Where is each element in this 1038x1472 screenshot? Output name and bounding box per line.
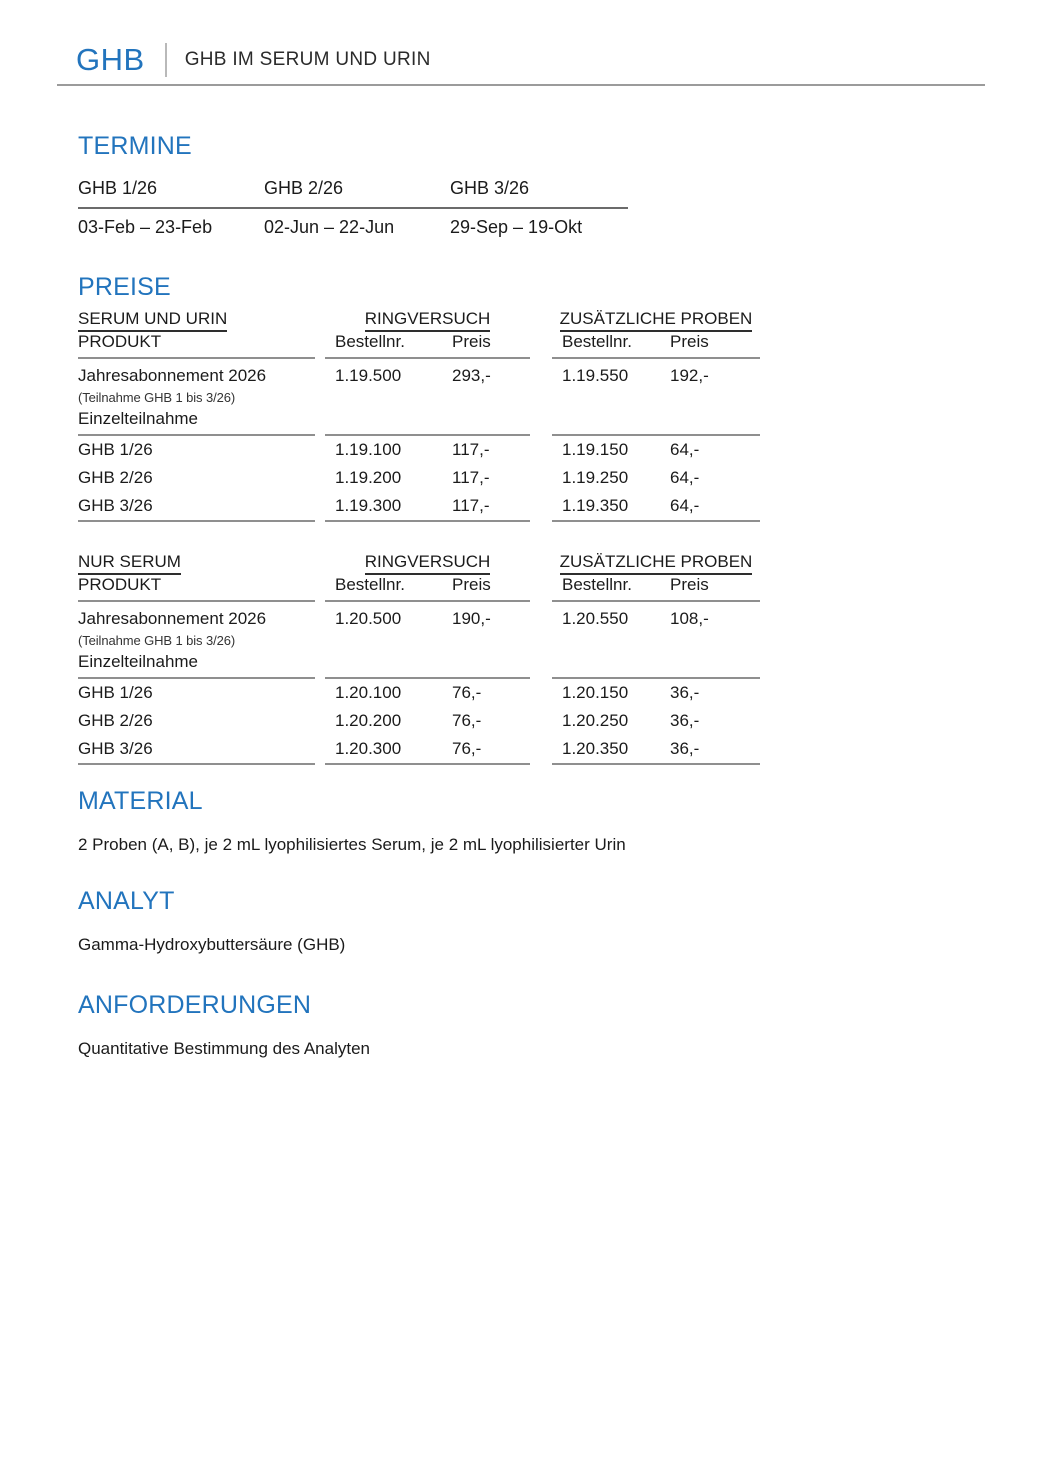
analyt-heading: ANALYT xyxy=(78,886,175,915)
preis-cell: 117,- xyxy=(452,467,490,487)
preis-cell: 76,- xyxy=(452,738,482,758)
col-header-preis: Preis xyxy=(670,331,709,351)
termine-col-header: GHB 3/26 xyxy=(450,178,530,199)
termine-date: 03-Feb – 23-Feb xyxy=(78,217,213,238)
bestellnr-cell: 1.20.350 xyxy=(562,738,629,758)
preis-cell: 64,- xyxy=(670,467,700,487)
material-text: 2 Proben (A, B), je 2 mL lyophilisiertes Serum, je 2 mL lyophilisierter Urin xyxy=(78,834,626,854)
page-header xyxy=(76,40,1038,80)
product-cell: GHB 1/26 xyxy=(78,682,153,702)
einzelteilnahme-label: Einzelteilnahme xyxy=(78,407,315,436)
col-header-preis: Preis xyxy=(670,574,709,594)
einzelteilnahme-row xyxy=(78,650,760,679)
preis-cell: 36,- xyxy=(670,738,700,758)
price-table-serum-und-urin xyxy=(78,306,760,520)
bestellnr-cell: 1.20.300 xyxy=(335,738,402,758)
einzelteilnahme-label: Einzelteilnahme xyxy=(78,650,315,679)
preis-cell: 76,- xyxy=(452,682,482,702)
col-header-preis: Preis xyxy=(452,574,491,594)
abo-note: (Teilnahme GHB 1 bis 3/26) xyxy=(78,389,236,405)
abo-note: (Teilnahme GHB 1 bis 3/26) xyxy=(78,632,236,648)
scope-label: NUR SERUM xyxy=(78,552,181,575)
bestellnr-cell: 1.20.500 xyxy=(335,608,402,628)
table-row xyxy=(78,436,760,464)
bestellnr-cell: 1.19.550 xyxy=(562,365,629,385)
preis-cell: 190,- xyxy=(452,608,491,628)
col-header-bestellnr: Bestellnr. xyxy=(562,331,632,351)
termine-heading: TERMINE xyxy=(78,132,192,160)
bestellnr-cell: 1.20.550 xyxy=(562,608,629,628)
scope-row xyxy=(78,306,760,332)
col-header-produkt: PRODUKT xyxy=(78,575,315,602)
product-cell: GHB 3/26 xyxy=(78,735,315,765)
termine-date: 02-Jun – 22-Jun xyxy=(264,217,395,238)
page-title: GHB xyxy=(76,42,145,77)
einzelteilnahme-row xyxy=(78,407,760,436)
bestellnr-cell: 1.19.500 xyxy=(335,365,402,385)
preis-cell: 293,- xyxy=(452,365,491,385)
bestellnr-cell: 1.20.150 xyxy=(562,682,629,702)
page-subtitle: GHB IM SERUM UND URIN xyxy=(184,49,431,70)
product-cell: Jahresabonnement 2026 xyxy=(78,608,267,628)
analyt-text: Gamma-Hydroxybuttersäure (GHB) xyxy=(78,935,346,954)
preis-cell: 36,- xyxy=(670,710,700,730)
col-header-bestellnr: Bestellnr. xyxy=(335,574,405,594)
group-header-ringversuch: RINGVERSUCH xyxy=(365,309,491,332)
product-cell: GHB 1/26 xyxy=(78,439,153,459)
anforderungen-heading: ANFORDERUNGEN xyxy=(78,991,312,1019)
bestellnr-cell: 1.19.150 xyxy=(562,439,629,459)
preis-cell: 76,- xyxy=(452,710,482,730)
group-header-ringversuch: RINGVERSUCH xyxy=(365,552,491,575)
bestellnr-cell: 1.19.300 xyxy=(335,495,402,515)
bestellnr-cell: 1.20.200 xyxy=(335,710,402,730)
anforderungen-text: Quantitative Bestimmung des Analyten xyxy=(78,1039,370,1059)
product-cell: GHB 2/26 xyxy=(78,467,153,487)
table-row-abo xyxy=(78,359,760,407)
column-header-row xyxy=(78,575,760,602)
material-heading: MATERIAL xyxy=(78,786,203,815)
termine-col-header: GHB 2/26 xyxy=(264,178,344,199)
col-header-bestellnr: Bestellnr. xyxy=(335,331,405,351)
bestellnr-cell: 1.20.100 xyxy=(335,682,402,702)
scope-row xyxy=(78,549,760,575)
bestellnr-cell: 1.19.350 xyxy=(562,495,629,515)
bestellnr-cell: 1.20.250 xyxy=(562,710,629,730)
termine-col-header: GHB 1/26 xyxy=(78,178,158,199)
group-header-zusaetzliche-proben: ZUSÄTZLICHE PROBEN xyxy=(560,552,753,575)
table-row xyxy=(78,679,760,707)
termine-date: 29-Sep – 19-Okt xyxy=(450,217,583,238)
table-row-abo xyxy=(78,602,760,650)
product-cell: GHB 3/26 xyxy=(78,492,315,522)
column-header-row xyxy=(78,332,760,359)
product-cell: Jahresabonnement 2026 xyxy=(78,365,267,385)
preis-cell: 108,- xyxy=(670,608,709,628)
preis-cell: 117,- xyxy=(452,495,490,515)
bestellnr-cell: 1.19.200 xyxy=(335,467,402,487)
preis-cell: 192,- xyxy=(670,365,709,385)
termine-table xyxy=(78,178,628,238)
title-divider xyxy=(165,43,167,77)
preis-cell: 36,- xyxy=(670,682,700,702)
bestellnr-cell: 1.19.250 xyxy=(562,467,629,487)
bestellnr-cell: 1.19.100 xyxy=(335,439,402,459)
preise-heading: PREISE xyxy=(78,273,171,302)
table-row xyxy=(78,464,760,492)
preis-cell: 64,- xyxy=(670,439,700,459)
col-header-produkt: PRODUKT xyxy=(78,332,315,359)
col-header-bestellnr: Bestellnr. xyxy=(562,574,632,594)
header-rule xyxy=(57,84,985,86)
col-header-preis: Preis xyxy=(452,331,491,351)
termine-header-row xyxy=(78,178,628,209)
termine-dates-row xyxy=(78,209,628,238)
group-header-zusaetzliche-proben: ZUSÄTZLICHE PROBEN xyxy=(560,309,753,332)
table-row xyxy=(78,707,760,735)
table-row xyxy=(78,492,760,520)
product-cell: GHB 2/26 xyxy=(78,710,153,730)
preis-cell: 117,- xyxy=(452,439,490,459)
table-row xyxy=(78,735,760,763)
price-table-nur-serum xyxy=(78,549,760,763)
preis-cell: 64,- xyxy=(670,495,700,515)
scope-label: SERUM UND URIN xyxy=(78,309,227,332)
